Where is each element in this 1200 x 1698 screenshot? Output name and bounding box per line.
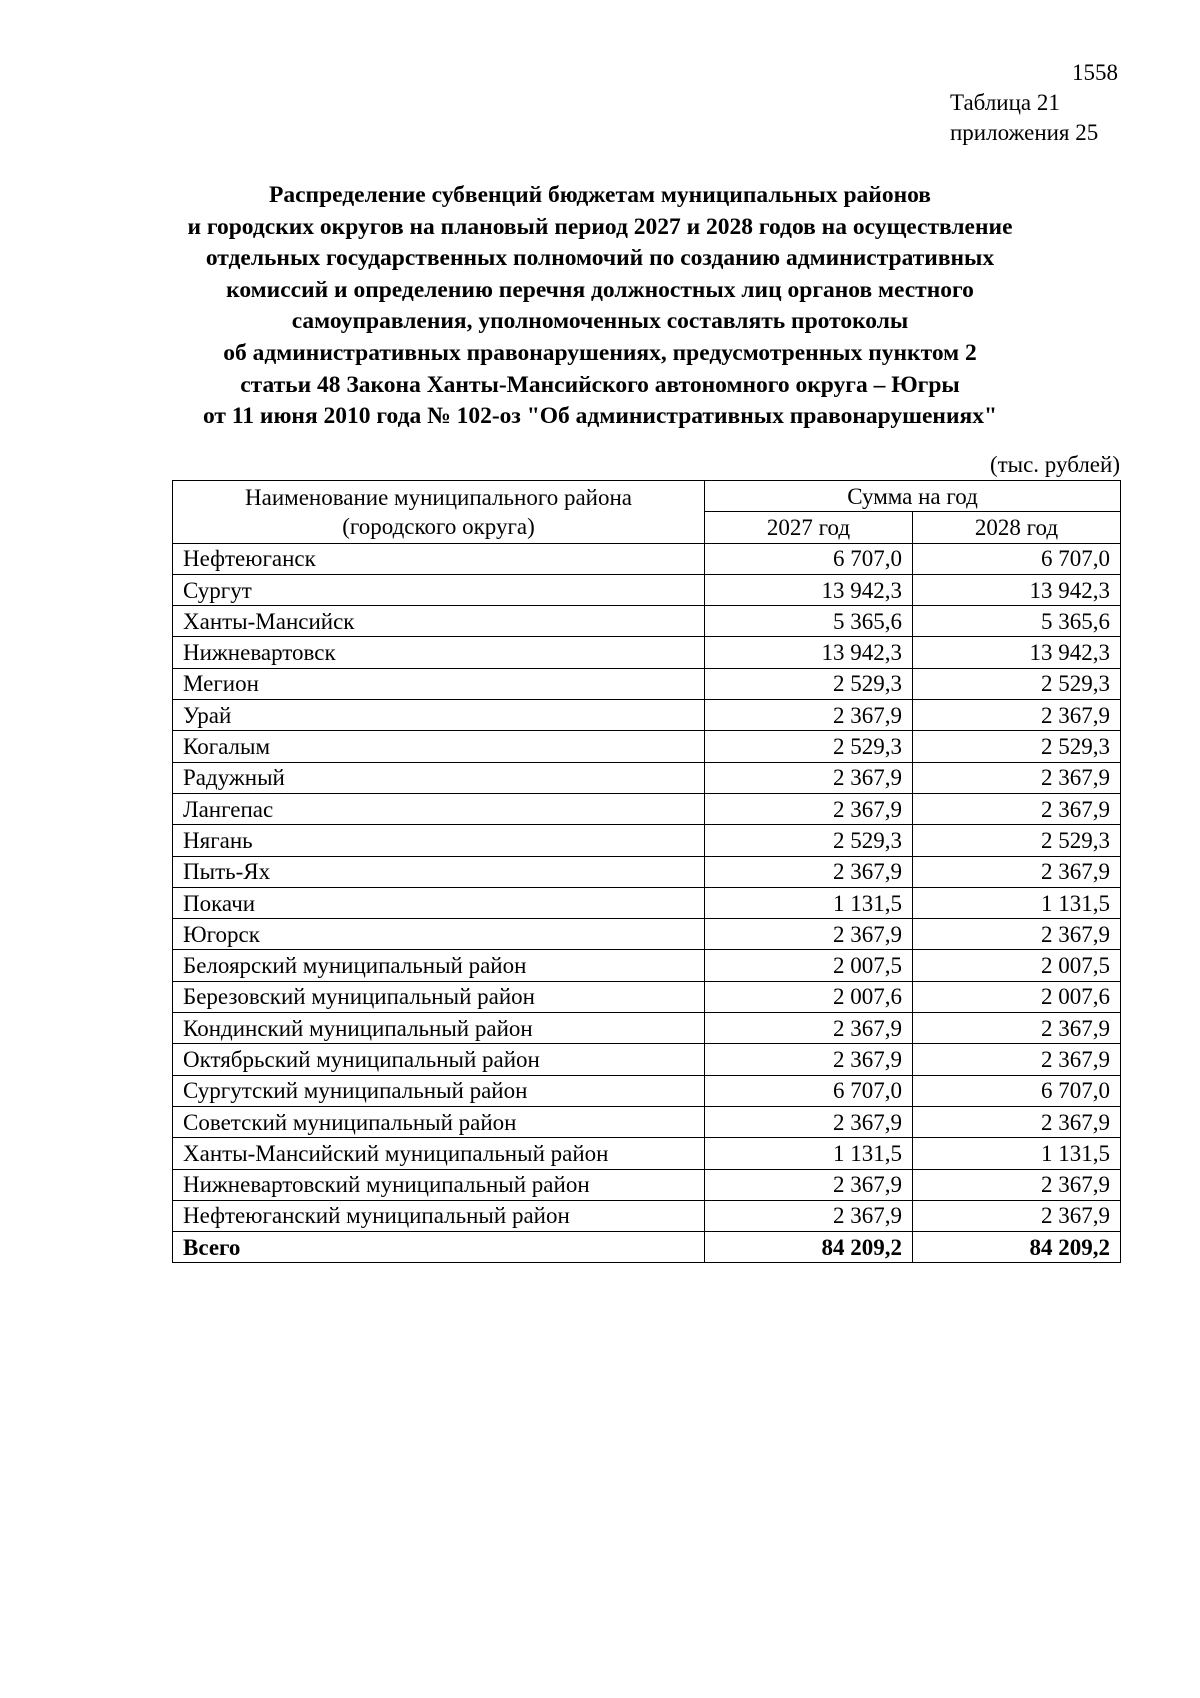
row-name: Березовский муниципальный район [173,981,705,1012]
total-value-2028: 84 209,2 [913,1232,1121,1263]
row-value-2027: 5 365,6 [705,606,913,637]
table-number: Таблица 21 [950,90,1060,115]
row-value-2027: 2 529,3 [705,825,913,856]
row-value-2027: 2 367,9 [705,1013,913,1044]
title-line: комиссий и определению перечня должностных лиц органов местного [226,276,974,303]
column-header-2027: 2027 год [705,512,913,543]
row-name: Кондинский муниципальный район [173,1013,705,1044]
row-value-2028: 2 529,3 [913,731,1121,762]
table-row [173,856,1121,887]
row-value-2027: 13 942,3 [705,637,913,668]
row-value-2028: 2 367,9 [913,1200,1121,1231]
table-row [173,1044,1121,1075]
table-row [173,1138,1121,1169]
total-value-2027: 84 209,2 [705,1232,913,1263]
table-row [173,543,1121,574]
row-value-2027: 2 529,3 [705,731,913,762]
row-name: Нижневартовский муниципальный район [173,1169,705,1200]
table-body [173,543,1121,1263]
row-value-2027: 2 367,9 [705,856,913,887]
row-value-2028: 5 365,6 [913,606,1121,637]
table-row [173,668,1121,699]
row-value-2028: 2 529,3 [913,825,1121,856]
row-value-2028: 2 367,9 [913,919,1121,950]
total-row [173,1232,1121,1263]
row-name: Мегион [173,668,705,699]
row-name: Сургутский муниципальный район [173,1075,705,1106]
row-value-2027: 1 131,5 [705,887,913,918]
row-value-2027: 2 529,3 [705,668,913,699]
title-line: самоуправления, уполномоченных составлять протоколы [291,308,909,335]
row-name: Югорск [173,919,705,950]
row-name: Ханты-Мансийский муниципальный район [173,1138,705,1169]
row-value-2028: 2 367,9 [913,856,1121,887]
row-name: Нефтеюганск [173,543,705,574]
row-value-2028: 1 131,5 [913,1138,1121,1169]
row-value-2027: 6 707,0 [705,543,913,574]
table-row [173,793,1121,824]
row-value-2028: 13 942,3 [913,574,1121,605]
table-reference [950,88,1098,148]
row-value-2027: 2 007,6 [705,981,913,1012]
title-line: и городских округов на плановый период 2027 и 2028 годов на осуществление [187,213,1013,240]
column-header-sum: Сумма на год [705,481,1121,512]
row-value-2028: 6 707,0 [913,543,1121,574]
row-value-2027: 2 367,9 [705,700,913,731]
row-name: Лангепас [173,793,705,824]
total-label: Всего [173,1232,705,1263]
column-header-2028: 2028 год [913,512,1121,543]
row-value-2027: 6 707,0 [705,1075,913,1106]
header-row [173,481,1121,512]
row-value-2028: 2 367,9 [913,1044,1121,1075]
row-value-2028: 13 942,3 [913,637,1121,668]
row-value-2027: 2 007,5 [705,950,913,981]
table-row [173,637,1121,668]
row-value-2027: 2 367,9 [705,919,913,950]
title-line: статьи 48 Закона Ханты-Мансийского автономного округа – Югры [240,371,960,398]
column-header-name [173,481,705,544]
table-row [173,700,1121,731]
row-name: Октябрьский муниципальный район [173,1044,705,1075]
row-value-2028: 2 367,9 [913,1169,1121,1200]
table-row [173,825,1121,856]
row-value-2028: 2 007,6 [913,981,1121,1012]
table-row [173,981,1121,1012]
table-row [173,1106,1121,1137]
row-value-2027: 1 131,5 [705,1138,913,1169]
row-value-2028: 2 367,9 [913,1013,1121,1044]
row-value-2028: 2 529,3 [913,668,1121,699]
row-name: Пыть-Ях [173,856,705,887]
row-name: Нефтеюганский муниципальный район [173,1200,705,1231]
row-value-2027: 2 367,9 [705,762,913,793]
subvention-table [172,480,1121,1263]
page-number: 1558 [1072,60,1118,85]
title-line: об административных правонарушениях, предусмотренных пунктом 2 [223,339,977,366]
row-name: Урай [173,700,705,731]
table-row [173,919,1121,950]
table-row [173,574,1121,605]
table-row [173,887,1121,918]
row-value-2027: 13 942,3 [705,574,913,605]
table-row [173,606,1121,637]
title-line: Распределение субвенций бюджетам муниципальных районов [269,182,931,208]
column-header-name-line1: Наименование муниципального района [245,484,632,510]
row-value-2028: 1 131,5 [913,887,1121,918]
table-row [173,731,1121,762]
row-name: Советский муниципальный район [173,1106,705,1137]
row-name: Когалым [173,731,705,762]
row-value-2027: 2 367,9 [705,1044,913,1075]
row-value-2028: 2 367,9 [913,1106,1121,1137]
row-value-2028: 2 367,9 [913,700,1121,731]
title-line: от 11 июня 2010 года № 102-оз "Об административных правонарушениях" [202,403,998,430]
units-note: (тыс. рублей) [989,452,1120,477]
table-row [173,950,1121,981]
table-row [173,1200,1121,1231]
row-name: Нягань [173,825,705,856]
row-value-2027: 2 367,9 [705,1169,913,1200]
row-value-2027: 2 367,9 [705,793,913,824]
row-value-2027: 2 367,9 [705,1106,913,1137]
row-value-2028: 2 007,5 [913,950,1121,981]
document-title [100,180,1100,433]
row-name: Покачи [173,887,705,918]
row-name: Белоярский муниципальный район [173,950,705,981]
row-name: Сургут [173,574,705,605]
table-row [173,1013,1121,1044]
row-value-2028: 2 367,9 [913,793,1121,824]
row-name: Ханты-Мансийск [173,606,705,637]
row-name: Нижневартовск [173,637,705,668]
table-row [173,1169,1121,1200]
row-value-2028: 2 367,9 [913,762,1121,793]
table-row [173,762,1121,793]
title-line: отдельных государственных полномочий по созданию административных [205,245,995,272]
appendix-number: приложения 25 [950,120,1099,145]
row-name: Радужный [173,762,705,793]
row-value-2027: 2 367,9 [705,1200,913,1231]
table-row [173,1075,1121,1106]
row-value-2028: 6 707,0 [913,1075,1121,1106]
column-header-name-line2: (городского округа) [342,513,535,539]
